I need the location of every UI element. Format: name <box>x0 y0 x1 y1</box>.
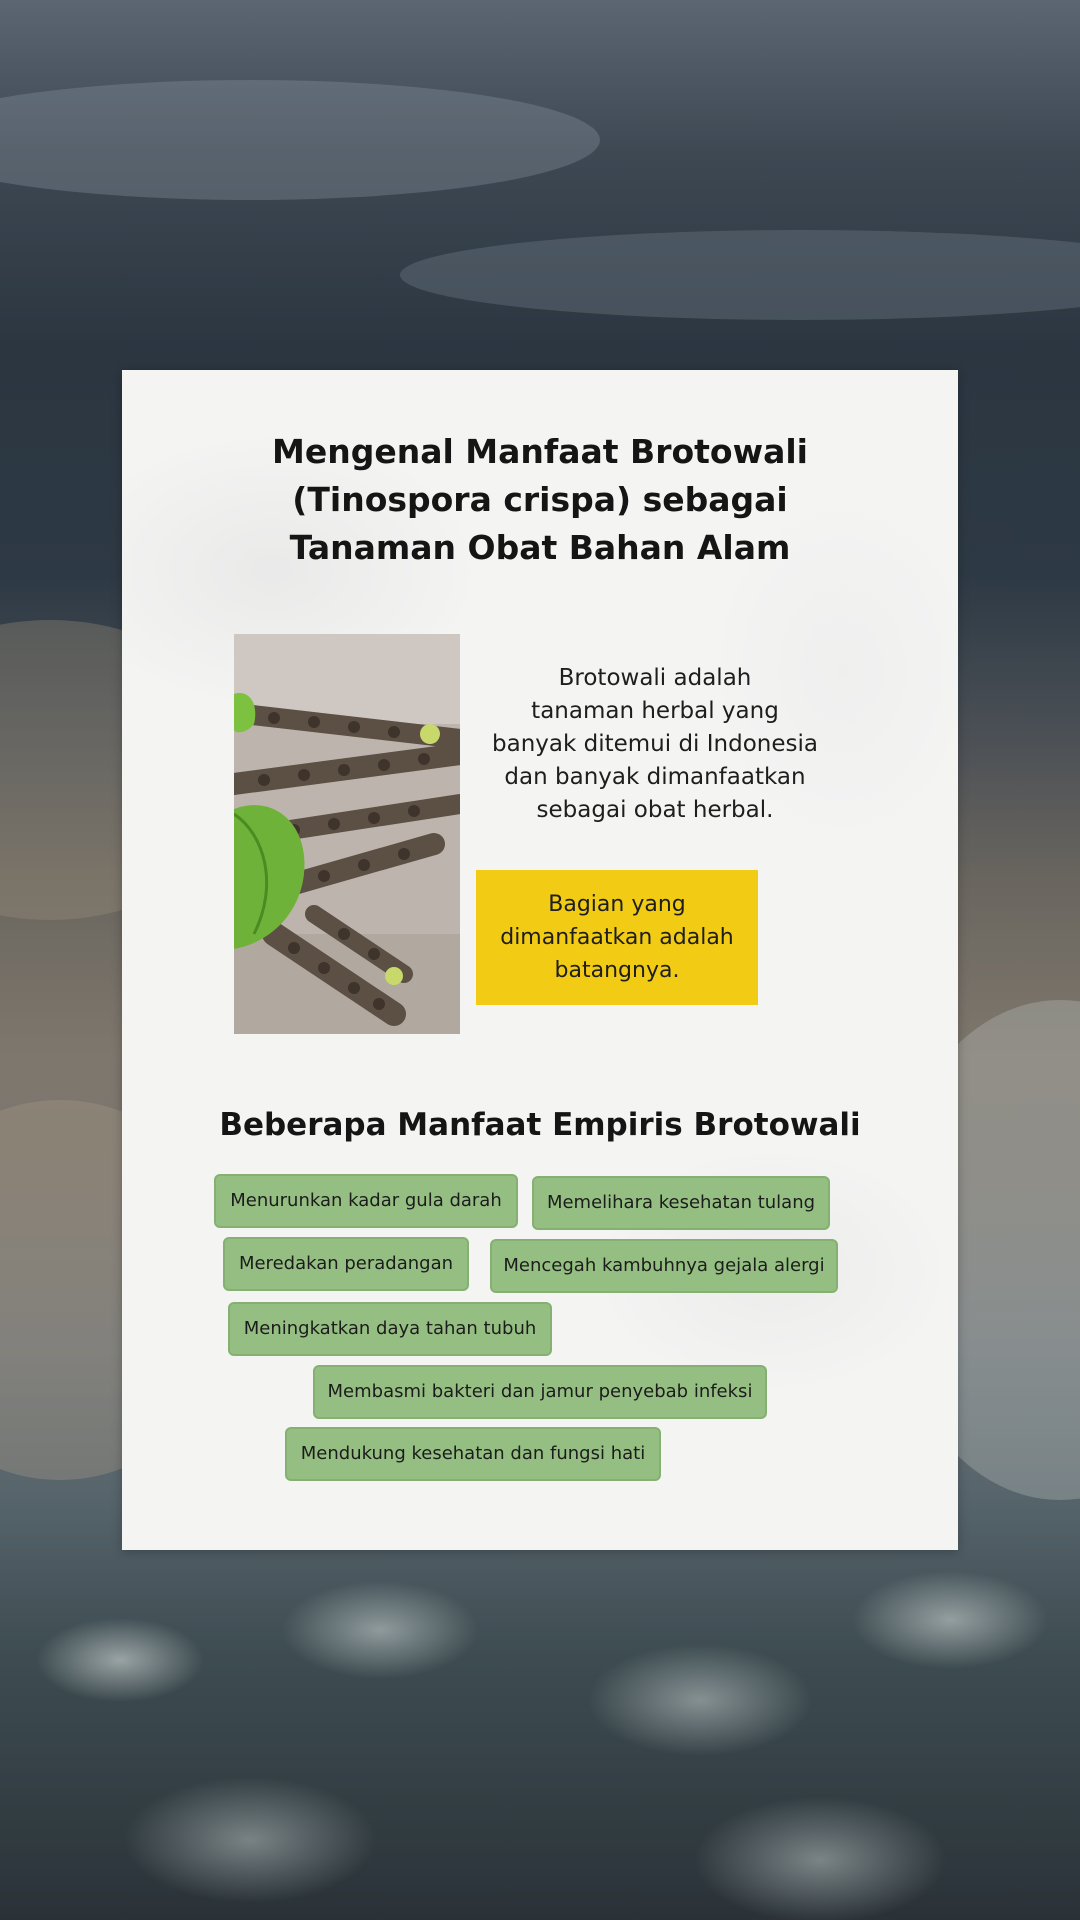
page-title <box>122 428 958 572</box>
intro-line: Brotowali adalah <box>558 665 752 691</box>
benefit-tag: Meningkatkan daya tahan tubuh <box>228 1302 552 1356</box>
benefit-tag: Mencegah kambuhnya gejala alergi <box>490 1239 838 1293</box>
benefits-heading: Beberapa Manfaat Empiris Brotowali <box>219 1107 861 1143</box>
intro-line: sebagai obat herbal. <box>536 797 774 823</box>
callout-line: dimanfaatkan adalah <box>500 925 734 950</box>
intro-line: tanaman herbal yang <box>531 698 779 724</box>
wave-highlight <box>400 230 1080 320</box>
intro-line: banyak ditemui di Indonesia <box>492 731 818 757</box>
content-card <box>122 370 958 1550</box>
used-part-callout <box>476 870 758 1005</box>
benefit-tag: Memelihara kesehatan tulang <box>532 1176 830 1230</box>
benefit-tag: Membasmi bakteri dan jamur penyebab infeksi <box>313 1365 767 1419</box>
brotowali-stem-illustration <box>234 634 460 1034</box>
title-line: Mengenal Manfaat Brotowali <box>272 432 808 471</box>
title-line: Tanaman Obat Bahan Alam <box>289 528 791 567</box>
callout-line: Bagian yang <box>548 892 686 917</box>
benefit-tag: Mendukung kesehatan dan fungsi hati <box>285 1427 661 1481</box>
brotowali-stem-photo <box>234 634 460 1034</box>
intro-paragraph <box>480 662 830 827</box>
sea-foam <box>0 1540 1080 1920</box>
wave-highlight <box>0 80 600 200</box>
title-line: (Tinospora crispa) sebagai <box>292 480 788 519</box>
callout-line: batangnya. <box>554 958 680 983</box>
benefit-tag: Menurunkan kadar gula darah <box>214 1174 518 1228</box>
benefit-tag: Meredakan peradangan <box>223 1237 469 1291</box>
intro-line: dan banyak dimanfaatkan <box>504 764 806 790</box>
